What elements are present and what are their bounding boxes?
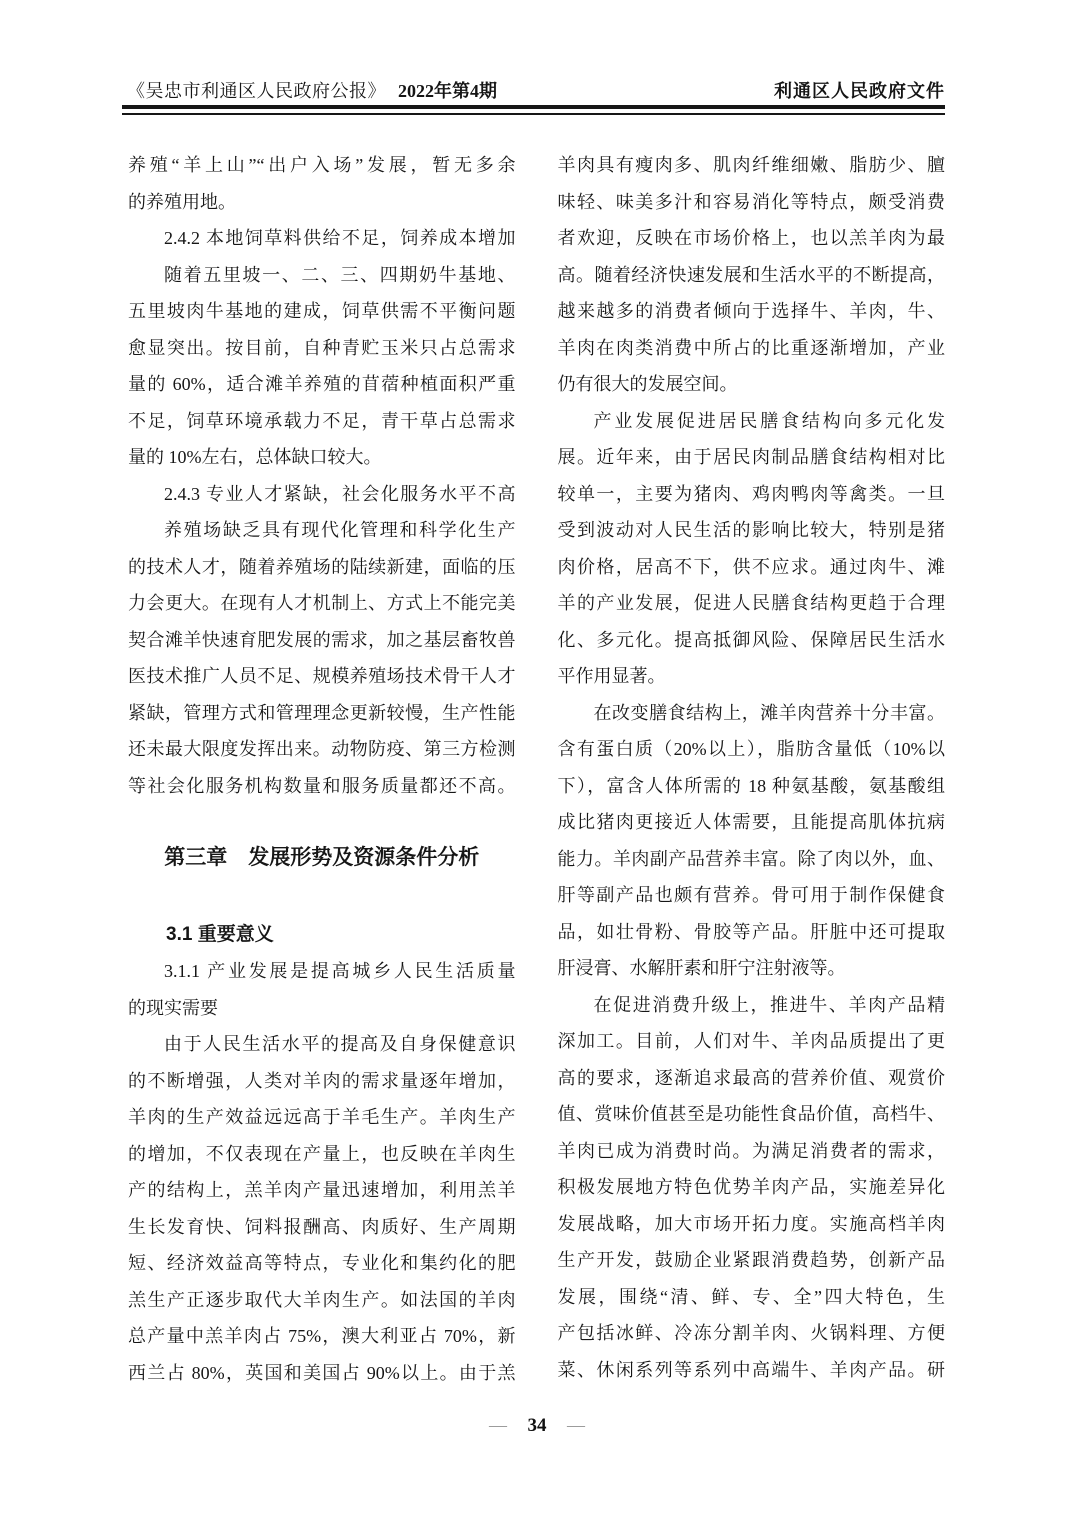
issue-label: 2022年第4期	[398, 81, 497, 101]
header-rule	[122, 105, 945, 115]
text-line: 受到波动对人民生活的影响比较大，特别是猪	[557, 520, 945, 540]
text-line: 味轻、味美多汁和容易消化等特点，颇受消费	[557, 191, 945, 212]
footer-dash-left: —	[489, 1415, 507, 1435]
page-footer	[0, 1407, 1074, 1444]
text-line: 深加工。目前，人们对牛、羊肉品质提出了更	[557, 1031, 945, 1051]
text-line: 总产量中羔羊肉占 75%，澳大利亚占 70%，新	[128, 1326, 516, 1346]
text-line: 发展战略，加大市场开拓力度。实施高档羊肉	[557, 1213, 945, 1234]
text-line: 不足，饲草环境承载力不足，青干草占总需求	[128, 410, 516, 431]
text-line: 量的 10%左右，总体缺口较大。	[128, 447, 382, 467]
text-line: 肉价格，居高不下，供不应求。通过肉牛、滩	[557, 556, 945, 577]
document-body	[128, 147, 945, 1391]
text-line: 随着五里坡一、二、三、四期奶牛基地、	[164, 264, 516, 285]
text-line: 展。近年来，由于居民肉制品膳食结构相对比	[557, 447, 945, 467]
text-line: 值、赏味价值甚至是功能性食品价值，高档牛、	[557, 1104, 945, 1124]
text-line: 羊肉在肉类消费中所占的比重逐渐增加，产业	[557, 337, 945, 358]
text-line: 下），富含人体所需的 18 种氨基酸，氨基酸组	[557, 775, 945, 796]
text-line: 羊肉具有瘦肉多、肌肉纤维细嫩、脂肪少、膻	[557, 155, 945, 175]
text-line: 养殖场缺乏具有现代化管理和科学化生产	[164, 520, 516, 540]
text-line: 养殖“羊上山”“出户入场”发展，暂无多余	[128, 155, 516, 175]
text-line: 由于人民生活水平的提高及自身保健意识	[164, 1034, 516, 1054]
text-line: 生产开发，鼓励企业紧跟消费趋势，创新产品	[557, 1250, 945, 1270]
text-line: 还未最大限度发挥出来。动物防疫、第三方检测	[128, 739, 516, 759]
text-line: 生长发育快、饲料报酬高、肉质好、生产周期	[128, 1216, 516, 1237]
text-line: 羊的产业发展，促进人民膳食结构更趋于合理	[557, 593, 945, 613]
page-number: 34	[527, 1415, 547, 1436]
text-line: 的技术人才，随着养殖场的陆续新建，面临的压	[128, 556, 516, 577]
text-line: 的养殖用地。	[128, 191, 236, 212]
text-line: 的增加，不仅表现在产量上，也反映在羊肉生	[128, 1143, 516, 1164]
gazette-title: 《吴忠市利通区人民政府公报》	[127, 81, 386, 101]
text-line: 2.4.3 专业人才紧缺，社会化服务水平不高	[164, 483, 516, 504]
header-left-group	[127, 79, 497, 103]
text-line: 肝浸膏、水解肝素和肝宁注射液等。	[557, 958, 846, 978]
text-line: 羔生产正逐步取代大羊肉生产。如法国的羊肉	[128, 1289, 516, 1310]
text-line: 五里坡肉牛基地的建成，饲草供需不平衡问题	[128, 301, 516, 321]
text-line: 发展，围绕“清、鲜、专、全”四大特色，生	[557, 1286, 945, 1307]
text-line: 产的结构上，羔羊肉产量迅速增加，利用羔羊	[128, 1180, 516, 1200]
text-line: 愈显突出。按目前，自种青贮玉米只占总需求	[128, 337, 516, 358]
text-line: 2.4.2 本地饲草料供给不足，饲养成本增加	[164, 228, 516, 248]
text-line: 产业发展促进居民膳食结构向多元化发	[593, 410, 945, 431]
text-line: 医技术推广人员不足、规模养殖场技术骨干人才	[128, 666, 516, 686]
text-line: 力会更大。在现有人才机制上、方式上不能完美	[128, 593, 516, 613]
text-line: 羊肉的生产效益远远高于羊毛生产。羊肉生产	[128, 1107, 516, 1127]
text-line: 肝等副产品也颇有营养。骨可用于制作保健食	[557, 885, 945, 905]
document-category-label: 利通区人民政府文件	[774, 81, 945, 101]
text-line: 仍有很大的发展空间。	[557, 374, 738, 394]
text-line: 菜、休闲系列等系列中高端牛、羊肉产品。研	[557, 1359, 945, 1380]
text-line: 在促进消费升级上，推进牛、羊肉产品精	[593, 994, 945, 1015]
text-line: 羊肉已成为消费时尚。为满足消费者的需求，	[557, 1140, 945, 1161]
text-line: 等社会化服务机构数量和服务质量都还不高。	[128, 775, 516, 796]
text-line: 化、多元化。提高抵御风险、保障居民生活水	[557, 629, 945, 650]
text-line: 产包括冰鲜、冷冻分割羊肉、火锅料理、方便	[557, 1323, 945, 1343]
footer-dash-right: —	[567, 1415, 585, 1435]
text-line: 高。随着经济快速发展和生活水平的不断提高，	[557, 264, 945, 285]
text-line: 西兰占 80%，英国和美国占 90%以上。由于羔	[128, 1362, 516, 1383]
text-line: 能力。羊肉副产品营养丰富。除了肉以外，血、	[557, 848, 945, 869]
text-line: 含有蛋白质（20%以上），脂肪含量低（10%以	[557, 739, 945, 759]
section-heading: 3.1 重要意义	[166, 923, 274, 945]
page-header	[127, 79, 945, 103]
text-line: 较单一，主要为猪肉、鸡肉鸭肉等禽类。一旦	[557, 483, 945, 504]
text-line: 的现实需要	[128, 997, 218, 1018]
right-column	[558, 147, 946, 1391]
text-line: 越来越多的消费者倾向于选择牛、羊肉，牛、	[557, 301, 945, 321]
text-line: 高的要求，逐渐追求最高的营养价值、观赏价	[557, 1067, 945, 1088]
text-line: 紧缺，管理方式和管理理念更新较慢，生产性能	[128, 702, 516, 723]
text-line: 品，如壮骨粉、骨胶等产品。肝脏中还可提取	[557, 921, 945, 942]
text-line: 平作用显著。	[557, 666, 666, 686]
text-line: 契合滩羊快速育肥发展的需求，加之基层畜牧兽	[128, 629, 516, 650]
text-line: 短、经济效益高等特点，专业化和集约化的肥	[128, 1253, 516, 1273]
text-line: 量的 60%，适合滩羊养殖的苜蓿种植面积严重	[128, 374, 516, 394]
text-line: 的不断增强，人类对羊肉的需求量逐年增加，	[128, 1070, 516, 1091]
text-line: 者欢迎，反映在市场价格上，也以羔羊肉为最	[557, 228, 945, 248]
text-line: 在改变膳食结构上，滩羊肉营养十分丰富。	[593, 702, 945, 723]
chapter-heading: 第三章 发展形势及资源条件分析	[164, 846, 480, 869]
text-line: 积极发展地方特色优势羊肉产品，实施差异化	[557, 1177, 945, 1197]
left-column	[128, 147, 516, 1391]
text-line: 3.1.1 产业发展是提高城乡人民生活质量	[164, 961, 516, 981]
text-line: 成比猪肉更接近人体需要，且能提高肌体抗病	[557, 812, 945, 832]
